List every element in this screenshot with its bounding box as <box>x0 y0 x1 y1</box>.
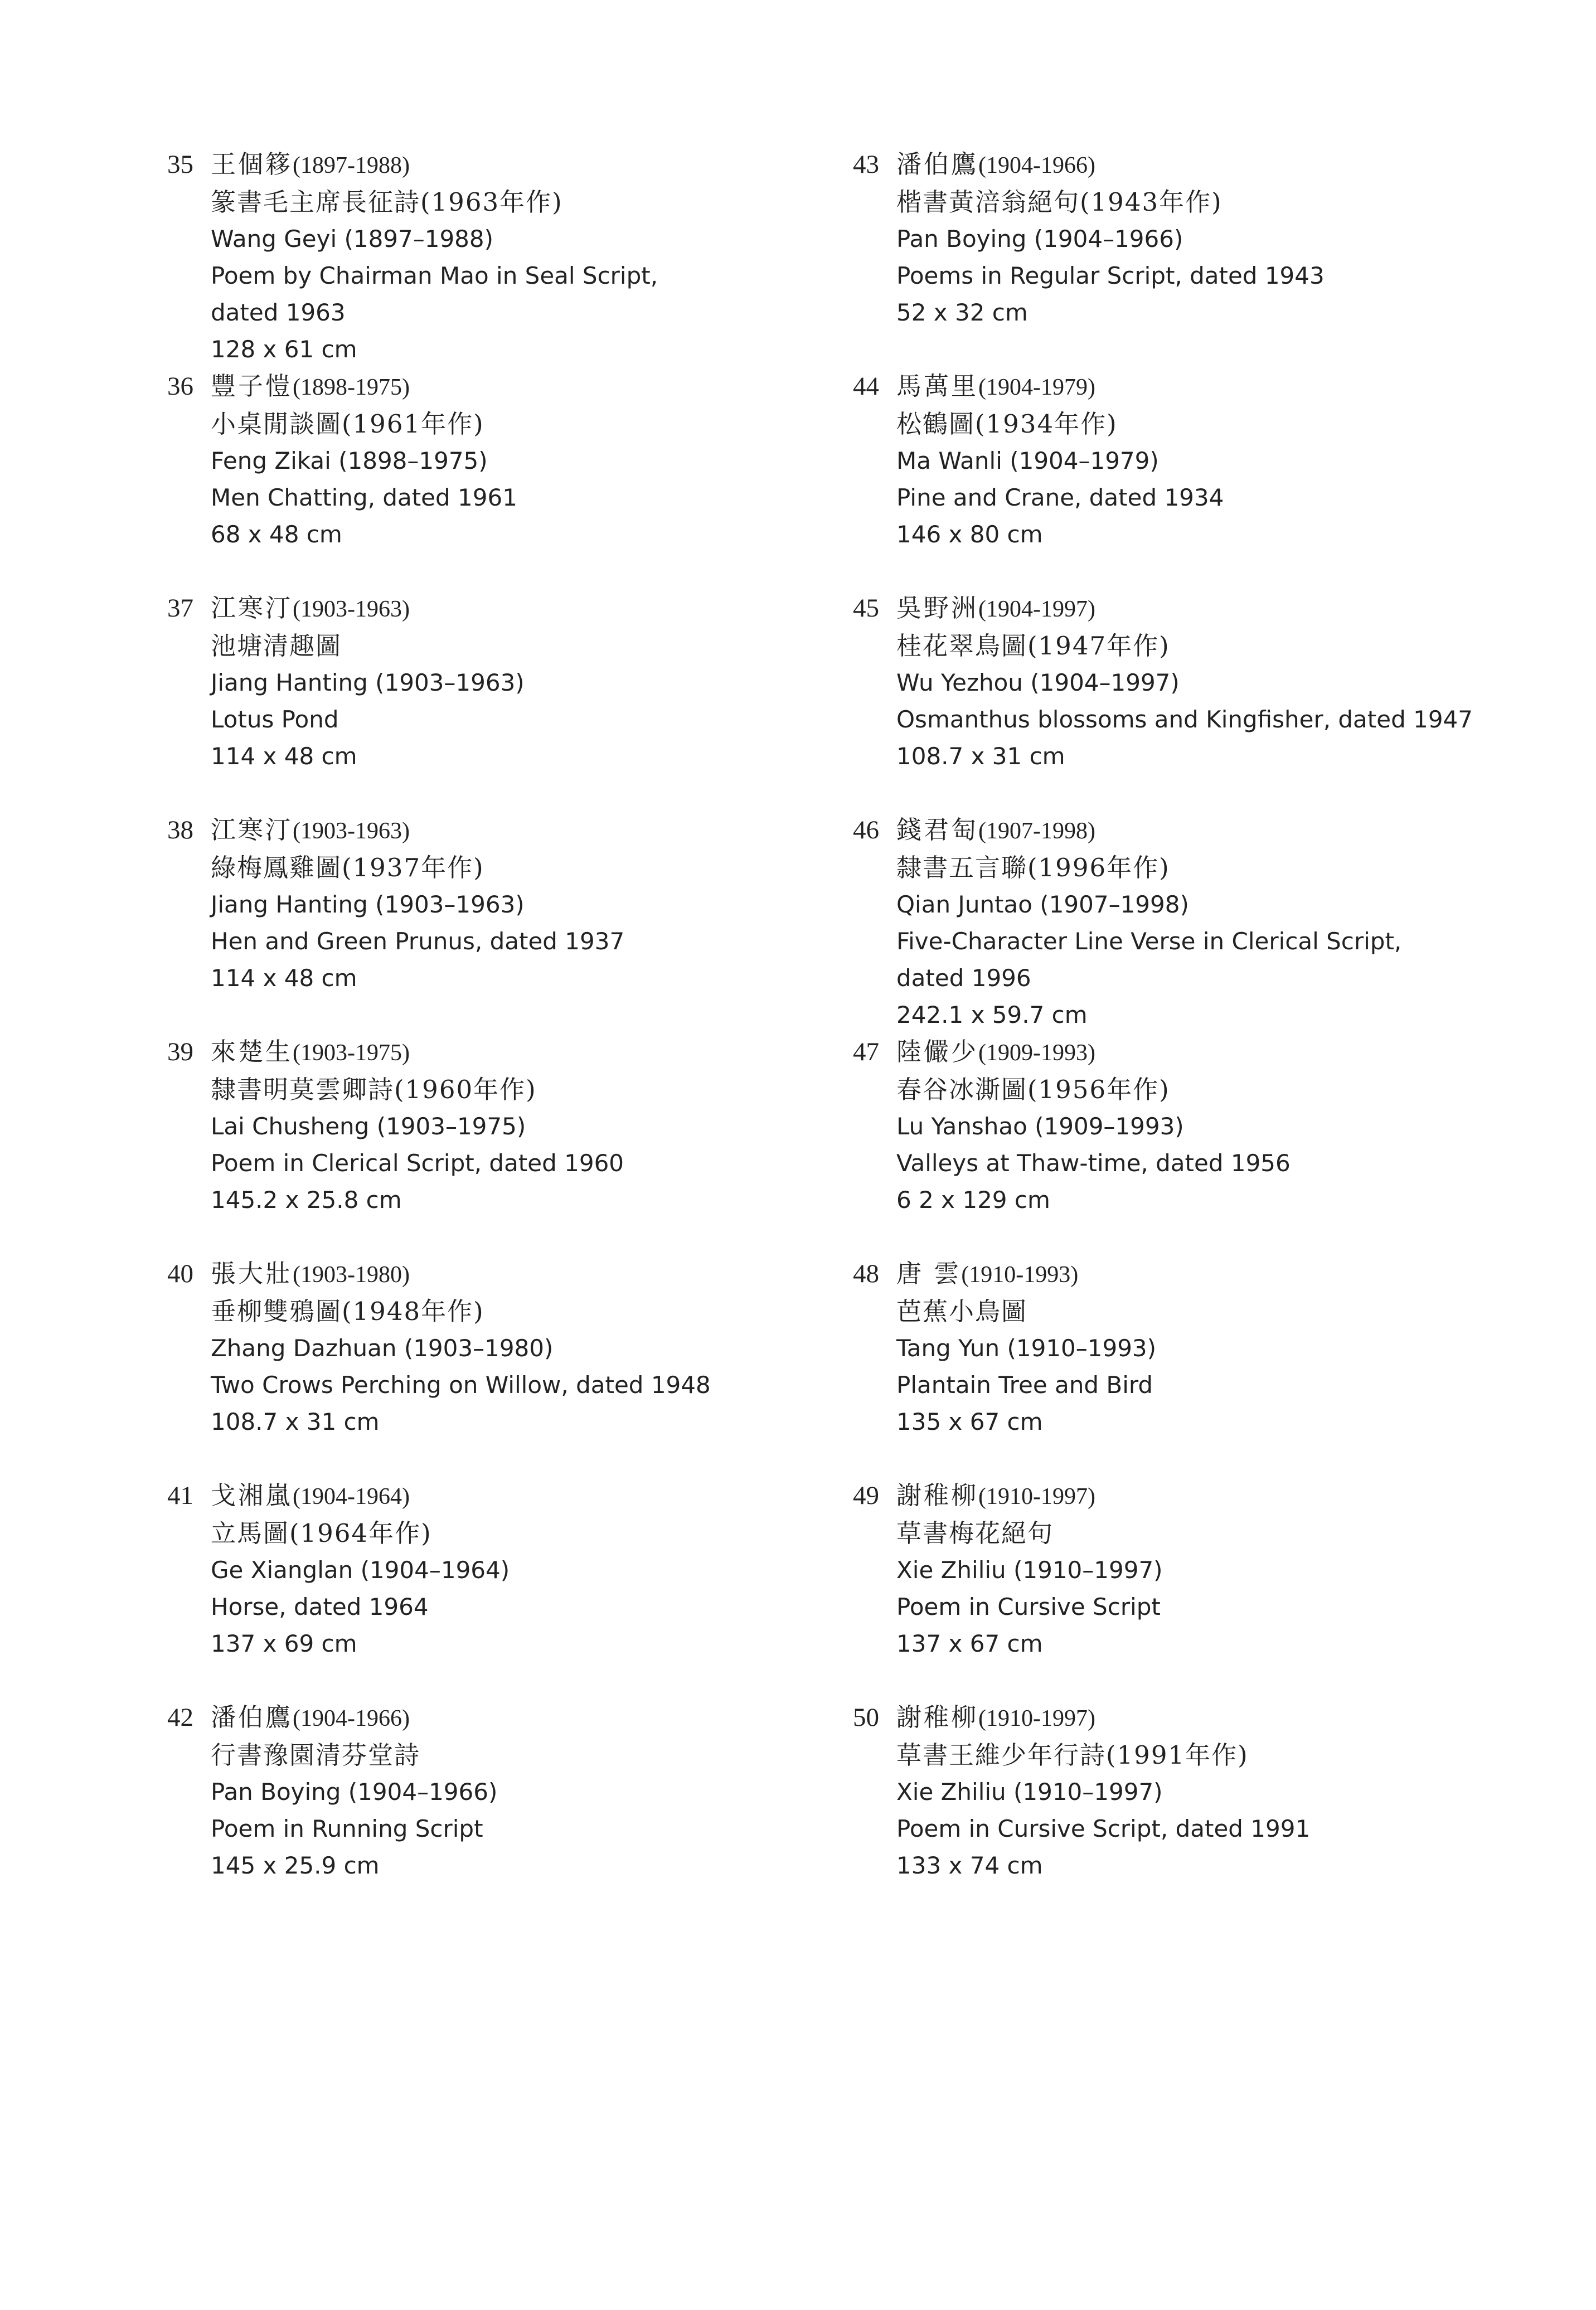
artwork-english-title: Poem in Cursive Script, dated 1991 <box>896 1815 1311 1842</box>
artwork-dimensions: 68 x 48 cm <box>211 521 342 548</box>
artwork-dimensions: 52 x 32 cm <box>896 299 1028 326</box>
artwork-english-title: Lotus Pond <box>211 706 339 733</box>
catalogue-entry <box>853 146 1596 368</box>
artist-english-name: Ma Wanli (1904–1979) <box>896 447 1159 474</box>
artist-chinese-name: 江寒汀 <box>211 593 293 623</box>
artist-chinese-dates: (1910-1997) <box>978 1484 1095 1510</box>
artwork-english-title: Five-Character Line Verse in Clerical Script, <box>896 928 1402 955</box>
catalogue-entry <box>167 1033 937 1255</box>
artwork-english-title: Horse, dated 1964 <box>211 1593 429 1620</box>
catalogue-entry <box>853 1699 1596 1921</box>
entry-details <box>211 1255 935 1440</box>
artist-english-name: Jiang Hanting (1903–1963) <box>211 891 525 918</box>
artwork-dimensions: 114 x 48 cm <box>211 964 357 992</box>
catalogue-column-left <box>167 146 937 1921</box>
artwork-dimensions: 135 x 67 cm <box>896 1408 1043 1435</box>
artwork-chinese-title: 小桌閒談圖(1961年作) <box>211 409 484 439</box>
catalogue-entry <box>853 1255 1596 1477</box>
entry-details <box>211 812 935 997</box>
artwork-english-title: Two Crows Perching on Willow, dated 1948 <box>211 1371 711 1399</box>
artwork-english-title: Poem in Running Script <box>211 1815 483 1842</box>
artist-chinese-dates: (1904-1964) <box>293 1484 410 1510</box>
artwork-dimensions: 137 x 69 cm <box>211 1630 357 1657</box>
catalogue-entry <box>853 1477 1596 1699</box>
artist-english-name: Xie Zhiliu (1910–1997) <box>896 1556 1163 1584</box>
entry-number: 39 <box>167 1037 193 1066</box>
artwork-chinese-title: 春谷冰澌圖(1956年作) <box>896 1075 1170 1104</box>
artwork-english-title: Valleys at Thaw-time, dated 1956 <box>896 1149 1291 1177</box>
entry-number: 43 <box>853 150 879 179</box>
artist-chinese-line <box>896 590 1596 628</box>
artist-chinese-line <box>896 368 1596 406</box>
artwork-chinese-title: 楷書黃涪翁絕句(1943年作) <box>896 187 1223 217</box>
artist-chinese-dates: (1897-1988) <box>293 153 410 178</box>
artwork-dimensions: 108.7 x 31 cm <box>211 1408 380 1435</box>
artist-english-name: Lu Yanshao (1909–1993) <box>896 1113 1184 1140</box>
artist-chinese-line <box>896 1477 1596 1515</box>
artist-english-name: Wu Yezhou (1904–1997) <box>896 669 1180 696</box>
entry-number: 44 <box>853 372 879 401</box>
artist-chinese-dates: (1903-1963) <box>293 596 410 622</box>
artwork-english-title-continued: dated 1963 <box>211 299 346 326</box>
artist-english-name: Feng Zikai (1898–1975) <box>211 447 488 474</box>
artist-chinese-dates: (1907-1998) <box>978 818 1095 844</box>
artist-chinese-line <box>211 1699 935 1737</box>
catalogue-entry <box>167 146 937 368</box>
artist-chinese-name: 豐子愷 <box>211 371 293 401</box>
catalogue-entry <box>167 1699 937 1921</box>
catalogue-entry <box>167 368 937 590</box>
artwork-chinese-title: 綠梅鳳雞圖(1937年作) <box>211 853 484 882</box>
artist-chinese-dates: (1898-1975) <box>293 375 410 400</box>
artwork-chinese-title: 立馬圖(1964年作) <box>211 1518 432 1548</box>
entry-number: 35 <box>167 150 193 179</box>
artist-chinese-line <box>211 812 935 850</box>
artist-chinese-line <box>896 1699 1596 1737</box>
artwork-chinese-title: 池塘清趣圖 <box>211 631 342 661</box>
artwork-chinese-title: 草書王維少年行詩(1991年作) <box>896 1740 1249 1770</box>
artist-chinese-line <box>896 146 1596 184</box>
artwork-english-title: Plantain Tree and Bird <box>896 1371 1153 1399</box>
entry-details <box>896 146 1596 331</box>
entry-number: 37 <box>167 594 193 623</box>
artwork-english-title: Poem in Cursive Script <box>896 1593 1161 1620</box>
artist-chinese-name: 江寒汀 <box>211 815 293 845</box>
entry-details <box>896 590 1596 775</box>
entry-number: 40 <box>167 1259 193 1288</box>
artist-chinese-name: 謝稚柳 <box>896 1702 979 1732</box>
artist-english-name: Xie Zhiliu (1910–1997) <box>896 1778 1163 1806</box>
catalogue-entry <box>853 812 1596 1033</box>
catalogue-entry <box>167 590 937 812</box>
artwork-chinese-title: 草書梅花絕句 <box>896 1518 1054 1548</box>
artwork-chinese-title: 桂花翠鳥圖(1947年作) <box>896 631 1170 661</box>
entry-number: 42 <box>167 1703 193 1732</box>
artwork-chinese-title: 隸書五言聯(1996年作) <box>896 853 1170 882</box>
artwork-english-title: Poem in Clerical Script, dated 1960 <box>211 1149 624 1177</box>
artist-chinese-dates: (1910-1997) <box>978 1706 1095 1731</box>
entry-number: 36 <box>167 372 193 401</box>
artist-chinese-name: 吳野洲 <box>896 593 979 623</box>
artwork-dimensions: 128 x 61 cm <box>211 336 357 363</box>
artist-english-name: Jiang Hanting (1903–1963) <box>211 669 525 696</box>
entry-details <box>211 1699 935 1884</box>
artwork-dimensions: 137 x 67 cm <box>896 1630 1043 1657</box>
artist-chinese-name: 王個簃 <box>211 149 293 179</box>
artwork-english-title: Osmanthus blossoms and Kingfisher, dated 1947 <box>896 706 1473 733</box>
artwork-dimensions: 146 x 80 cm <box>896 521 1043 548</box>
artist-chinese-line <box>896 1033 1596 1071</box>
artwork-english-title: Poem by Chairman Mao in Seal Script, <box>211 262 658 289</box>
artwork-english-title: Pine and Crane, dated 1934 <box>896 484 1224 511</box>
artist-chinese-dates: (1904-1979) <box>978 375 1095 400</box>
artist-chinese-line <box>896 1255 1596 1293</box>
artwork-dimensions: 6 2 x 129 cm <box>896 1186 1050 1214</box>
artwork-chinese-title: 隸書明莫雲卿詩(1960年作) <box>211 1075 537 1104</box>
artist-chinese-dates: (1909-1993) <box>978 1040 1095 1066</box>
artist-chinese-name: 陸儼少 <box>896 1037 979 1066</box>
entry-number: 41 <box>167 1481 193 1510</box>
entry-details <box>896 1033 1596 1219</box>
catalogue-column-right <box>853 146 1596 1921</box>
artist-chinese-name: 馬萬里 <box>896 371 979 401</box>
artwork-dimensions: 242.1 x 59.7 cm <box>896 1001 1088 1028</box>
catalogue-entry <box>853 368 1596 590</box>
artist-chinese-name: 錢君匋 <box>896 815 979 845</box>
artist-chinese-line <box>211 146 935 184</box>
artist-english-name: Pan Boying (1904–1966) <box>211 1778 498 1806</box>
entry-details <box>896 1477 1596 1662</box>
artist-chinese-dates: (1904-1966) <box>293 1706 410 1731</box>
artwork-english-title: Men Chatting, dated 1961 <box>211 484 517 511</box>
entry-number: 46 <box>853 816 879 845</box>
artist-chinese-line <box>211 590 935 628</box>
entry-number: 38 <box>167 816 193 845</box>
artwork-english-title-continued: dated 1996 <box>896 964 1031 992</box>
artist-english-name: Lai Chusheng (1903–1975) <box>211 1113 526 1140</box>
entry-details <box>896 1699 1596 1884</box>
artist-chinese-name: 來楚生 <box>211 1037 293 1066</box>
entry-number: 48 <box>853 1259 879 1288</box>
artwork-chinese-title: 篆書毛主席長征詩(1963年作) <box>211 187 563 217</box>
artwork-dimensions: 133 x 74 cm <box>896 1852 1043 1879</box>
artist-chinese-line <box>211 1255 935 1293</box>
artwork-chinese-title: 垂柳雙鴉圖(1948年作) <box>211 1297 484 1326</box>
artist-english-name: Qian Juntao (1907–1998) <box>896 891 1189 918</box>
catalogue-entry <box>853 1033 1596 1255</box>
artwork-dimensions: 145.2 x 25.8 cm <box>211 1186 402 1214</box>
artist-english-name: Zhang Dazhuan (1903–1980) <box>211 1334 554 1362</box>
artwork-english-title: Hen and Green Prunus, dated 1937 <box>211 928 625 955</box>
artist-chinese-name: 謝稚柳 <box>896 1481 979 1510</box>
catalogue-entry <box>167 1255 937 1477</box>
artist-chinese-dates: (1903-1963) <box>293 818 410 844</box>
entry-number: 45 <box>853 594 879 623</box>
catalogue-entry <box>167 1477 937 1699</box>
artist-chinese-dates: (1903-1980) <box>293 1262 410 1288</box>
artist-chinese-name: 戈湘嵐 <box>211 1481 293 1510</box>
artwork-chinese-title: 行書豫園清芬堂詩 <box>211 1740 421 1770</box>
artist-chinese-line <box>211 1033 935 1071</box>
artwork-dimensions: 108.7 x 31 cm <box>896 742 1065 770</box>
entry-number: 50 <box>853 1703 879 1732</box>
entry-details <box>211 368 935 553</box>
artist-chinese-name: 張大壯 <box>211 1259 293 1288</box>
catalogue-entry <box>167 812 937 1033</box>
entry-details <box>211 590 935 775</box>
artist-chinese-dates: (1903-1975) <box>293 1040 410 1066</box>
artwork-chinese-title: 松鶴圖(1934年作) <box>896 409 1118 439</box>
artist-chinese-line <box>896 812 1596 850</box>
entry-details <box>211 1033 935 1219</box>
artist-chinese-line <box>211 1477 935 1515</box>
artist-chinese-line <box>211 368 935 406</box>
artist-chinese-name: 潘伯鷹 <box>896 149 979 179</box>
artwork-chinese-title: 芭蕉小鳥圖 <box>896 1297 1028 1326</box>
artist-english-name: Wang Geyi (1897–1988) <box>211 225 494 253</box>
artist-chinese-dates: (1904-1997) <box>978 596 1095 622</box>
artist-chinese-dates: (1910-1993) <box>961 1262 1079 1288</box>
artwork-english-title: Poems in Regular Script, dated 1943 <box>896 262 1325 289</box>
entry-number: 49 <box>853 1481 879 1510</box>
artist-chinese-dates: (1904-1966) <box>978 153 1095 178</box>
entry-details <box>896 368 1596 553</box>
artist-english-name: Tang Yun (1910–1993) <box>896 1334 1157 1362</box>
artist-chinese-name: 潘伯鷹 <box>211 1702 293 1732</box>
entry-number: 47 <box>853 1037 879 1066</box>
artist-english-name: Ge Xianglan (1904–1964) <box>211 1556 510 1584</box>
entry-details <box>211 146 935 368</box>
catalogue-entry <box>853 590 1596 812</box>
artist-chinese-name: 唐 雲 <box>896 1259 962 1288</box>
entry-details <box>896 1255 1596 1440</box>
entry-details <box>211 1477 935 1662</box>
artwork-dimensions: 114 x 48 cm <box>211 742 357 770</box>
artwork-dimensions: 145 x 25.9 cm <box>211 1852 380 1879</box>
entry-details <box>896 812 1596 1033</box>
artist-english-name: Pan Boying (1904–1966) <box>896 225 1183 253</box>
